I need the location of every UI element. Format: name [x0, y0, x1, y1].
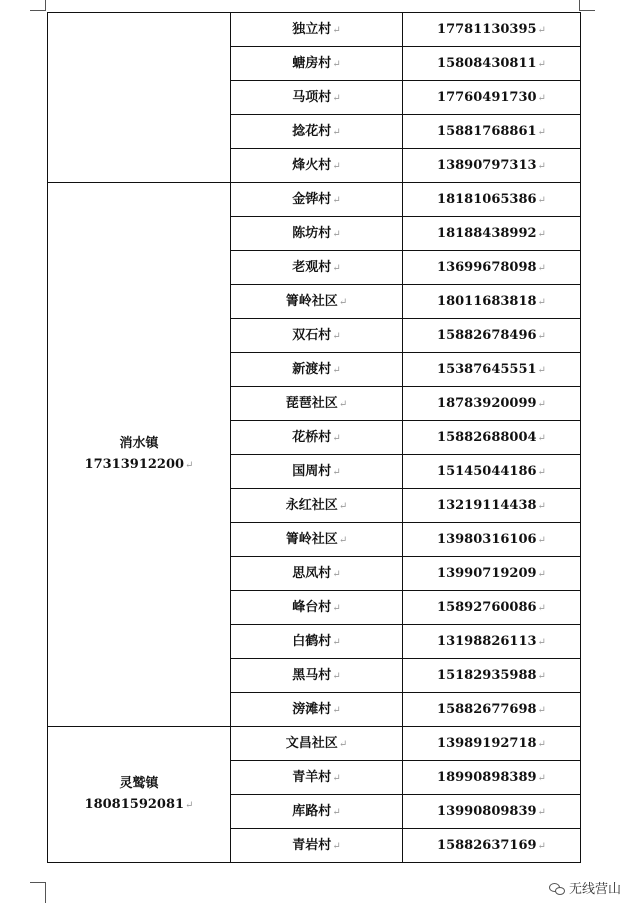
village-name: 双石村: [292, 327, 332, 343]
village-name-cell: [231, 115, 403, 149]
paragraph-mark: ↵: [537, 24, 546, 36]
village-name-cell: [231, 319, 403, 353]
village-phone-cell: [403, 421, 581, 455]
paragraph-mark: ↵: [332, 466, 341, 478]
village-name-cell: [231, 81, 403, 115]
village-phone-cell: [403, 659, 581, 693]
table-row: [48, 727, 581, 761]
village-name: 烽火村: [292, 157, 332, 173]
village-name: 青岩村: [292, 837, 332, 853]
village-phone: 13219114438: [437, 497, 537, 513]
village-name: 青羊村: [292, 769, 332, 785]
paragraph-mark: ↵: [537, 738, 546, 750]
paragraph-mark: ↵: [537, 296, 546, 308]
paragraph-mark: ↵: [537, 568, 546, 580]
watermark: [549, 878, 621, 897]
table-row: [48, 183, 581, 217]
village-name: 金铧村: [292, 191, 332, 207]
paragraph-mark: ↵: [332, 330, 341, 342]
village-phone: 13990719209: [437, 565, 537, 581]
paragraph-mark: ↵: [537, 602, 546, 614]
village-name: 陈坊村: [292, 225, 332, 241]
paragraph-mark: ↵: [332, 262, 341, 274]
paragraph-mark: ↵: [332, 568, 341, 580]
village-phone: 15881768861: [437, 123, 537, 139]
paragraph-mark: ↵: [537, 840, 546, 852]
paragraph-mark: ↵: [185, 799, 194, 811]
paragraph-mark: ↵: [537, 704, 546, 716]
paragraph-mark: ↵: [537, 806, 546, 818]
town-phone: [48, 455, 230, 476]
paragraph-mark: ↵: [537, 670, 546, 682]
wechat-icon: [549, 882, 565, 894]
village-name: 峰台村: [292, 599, 332, 615]
paragraph-mark: ↵: [537, 228, 546, 240]
town-phone-number: 17313912200: [84, 456, 185, 472]
village-name: 滂滩村: [292, 701, 332, 717]
town-name: 灵鹫镇: [119, 775, 159, 791]
village-phone: 13198826113: [437, 633, 537, 649]
paragraph-mark: ↵: [338, 534, 348, 546]
town-cell: [48, 727, 231, 863]
village-name-cell: [231, 727, 403, 761]
village-name: 新渡村: [292, 361, 332, 377]
village-phone: 15892760086: [437, 599, 537, 615]
village-phone-cell: [403, 591, 581, 625]
village-name-cell: [231, 285, 403, 319]
paragraph-mark: ↵: [332, 24, 341, 36]
village-name-cell: [231, 217, 403, 251]
village-name-cell: [231, 183, 403, 217]
village-name: 琵琶社区: [285, 395, 338, 411]
watermark-text: 无线营山: [568, 882, 621, 897]
paragraph-mark: ↵: [537, 432, 546, 444]
paragraph-mark: ↵: [332, 92, 341, 104]
paragraph-mark: ↵: [537, 58, 546, 70]
paragraph-mark: ↵: [537, 160, 546, 172]
village-name: 库路村: [292, 803, 332, 819]
village-phone: 18188438992: [437, 225, 537, 241]
village-name-cell: [231, 251, 403, 285]
village-phone-cell: [403, 81, 581, 115]
village-name: 螗房村: [292, 55, 332, 71]
village-name: 文昌社区: [285, 735, 338, 751]
village-phone: 18181065386: [437, 191, 537, 207]
crop-mark-top-left: [30, 0, 46, 11]
village-phone: 15808430811: [437, 55, 537, 71]
village-phone: 15182935988: [437, 667, 537, 683]
village-name-cell: [231, 353, 403, 387]
village-name: 马项村: [292, 89, 332, 105]
village-phone-cell: [403, 761, 581, 795]
village-phone-cell: [403, 115, 581, 149]
village-name: 永红社区: [285, 497, 338, 513]
village-name-cell: [231, 421, 403, 455]
village-phone-cell: [403, 727, 581, 761]
crop-mark-top-right: [579, 0, 595, 11]
contact-directory-table: [47, 12, 581, 863]
town-cell: [48, 183, 231, 727]
paragraph-mark: ↵: [338, 738, 348, 750]
village-phone-cell: [403, 693, 581, 727]
village-name-cell: [231, 557, 403, 591]
village-phone: 15882688004: [437, 429, 537, 445]
paragraph-mark: ↵: [537, 262, 546, 274]
town-name: 消水镇: [119, 435, 159, 451]
village-phone: 15387645551: [437, 361, 537, 377]
paragraph-mark: ↵: [332, 602, 341, 614]
village-phone-cell: [403, 183, 581, 217]
paragraph-mark: ↵: [537, 330, 546, 342]
village-phone: 13989192718: [437, 735, 537, 751]
paragraph-mark: ↵: [338, 398, 348, 410]
paragraph-mark: ↵: [537, 466, 546, 478]
village-phone: 13890797313: [437, 157, 537, 173]
village-name-cell: [231, 829, 403, 863]
paragraph-mark: ↵: [332, 194, 341, 206]
village-name-cell: [231, 47, 403, 81]
village-name-cell: [231, 149, 403, 183]
village-name: 独立村: [292, 21, 332, 37]
village-phone-cell: [403, 387, 581, 421]
paragraph-mark: ↵: [332, 160, 341, 172]
village-name: 老观村: [292, 259, 332, 275]
village-phone: 13990809839: [437, 803, 537, 819]
paragraph-mark: ↵: [332, 670, 341, 682]
village-name: 思凤村: [292, 565, 332, 581]
village-name-cell: [231, 591, 403, 625]
village-phone-cell: [403, 625, 581, 659]
village-phone: 18990898389: [437, 769, 537, 785]
village-name: 花桥村: [292, 429, 332, 445]
village-name: 箐岭社区: [285, 293, 338, 309]
directory-body: [48, 13, 581, 863]
village-phone-cell: [403, 285, 581, 319]
village-phone-cell: [403, 47, 581, 81]
village-phone-cell: [403, 455, 581, 489]
paragraph-mark: ↵: [338, 296, 348, 308]
village-phone: 15882678496: [437, 327, 537, 343]
table-row: [48, 13, 581, 47]
paragraph-mark: ↵: [332, 364, 341, 376]
village-phone-cell: [403, 557, 581, 591]
paragraph-mark: ↵: [332, 228, 341, 240]
village-name: 箐岭社区: [285, 531, 338, 547]
village-phone-cell: [403, 829, 581, 863]
village-phone: 15882677698: [437, 701, 537, 717]
village-phone-cell: [403, 251, 581, 285]
paragraph-mark: ↵: [332, 704, 341, 716]
paragraph-mark: ↵: [537, 534, 546, 546]
paragraph-mark: ↵: [332, 126, 341, 138]
village-name: 白鹤村: [292, 633, 332, 649]
paragraph-mark: ↵: [537, 194, 546, 206]
village-name-cell: [231, 625, 403, 659]
crop-mark-bottom-left: [30, 882, 46, 903]
village-phone: 13980316106: [437, 531, 537, 547]
village-name-cell: [231, 523, 403, 557]
village-name-cell: [231, 795, 403, 829]
town-phone: [48, 795, 230, 816]
paragraph-mark: ↵: [537, 398, 546, 410]
paragraph-mark: ↵: [332, 432, 341, 444]
village-phone-cell: [403, 353, 581, 387]
town-phone-number: 18081592081: [84, 796, 185, 812]
village-phone-cell: [403, 319, 581, 353]
paragraph-mark: ↵: [332, 58, 341, 70]
village-phone-cell: [403, 149, 581, 183]
village-name-cell: [231, 455, 403, 489]
paragraph-mark: ↵: [537, 500, 546, 512]
village-name: 捻花村: [292, 123, 332, 139]
paragraph-mark: ↵: [537, 92, 546, 104]
village-name: 黑马村: [292, 667, 332, 683]
paragraph-mark: ↵: [332, 636, 341, 648]
village-phone-cell: [403, 13, 581, 47]
town-cell: [48, 13, 231, 183]
village-name-cell: [231, 761, 403, 795]
paragraph-mark: ↵: [185, 459, 194, 471]
village-name-cell: [231, 13, 403, 47]
paragraph-mark: ↵: [332, 840, 341, 852]
village-name: 国周村: [292, 463, 332, 479]
village-phone: 18783920099: [437, 395, 537, 411]
village-name-cell: [231, 693, 403, 727]
village-phone: 13699678098: [437, 259, 537, 275]
paragraph-mark: ↵: [537, 364, 546, 376]
village-name-cell: [231, 659, 403, 693]
paragraph-mark: ↵: [537, 772, 546, 784]
village-phone: 15145044186: [437, 463, 537, 479]
paragraph-mark: ↵: [338, 500, 348, 512]
village-phone-cell: [403, 795, 581, 829]
village-phone-cell: [403, 489, 581, 523]
village-phone: 17760491730: [437, 89, 537, 105]
village-phone-cell: [403, 217, 581, 251]
village-phone-cell: [403, 523, 581, 557]
paragraph-mark: ↵: [332, 772, 341, 784]
village-name-cell: [231, 489, 403, 523]
village-phone: 15882637169: [437, 837, 537, 853]
village-phone: 17781130395: [437, 21, 537, 37]
paragraph-mark: ↵: [537, 636, 546, 648]
village-name-cell: [231, 387, 403, 421]
village-phone: 18011683818: [437, 293, 537, 309]
paragraph-mark: ↵: [537, 126, 546, 138]
paragraph-mark: ↵: [332, 806, 341, 818]
